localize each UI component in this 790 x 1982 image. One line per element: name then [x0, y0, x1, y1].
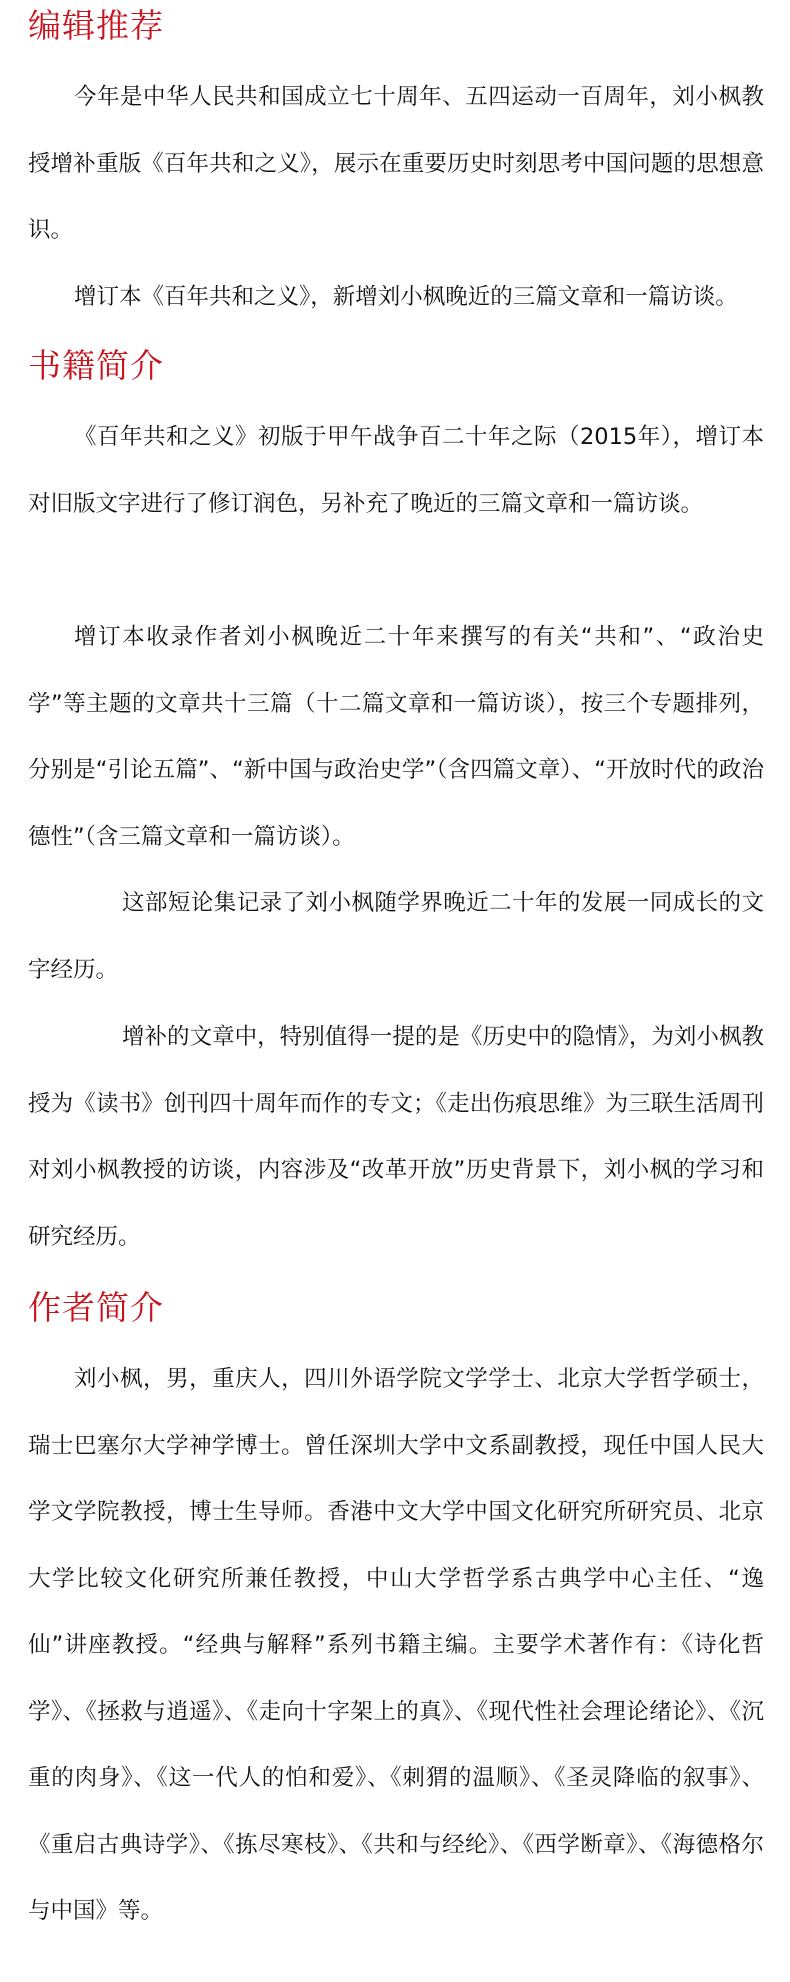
book-paragraph-3: 这部短论集记录了刘小枫随学界晚近二十年的发展一同成长的文字经历。 — [28, 890, 764, 983]
book-paragraph-4: 增补的文章中，特别值得一提的是《历史中的隐情》，为刘小枫教授为《读书》创刊四十周年而作的专文；《走出伤痕思维》为三联生活周刊对刘小枫教授的访谈，内容涉及“改革开放”历史背景下，刘小枫的学习和研究经历。 — [28, 1024, 764, 1250]
editor-paragraph-1: 今年是中华人民共和国成立七十周年、五四运动一百周年，刘小枫教授增补重版《百年共和之义》，展示在重要历史时刻思考中国问题的思想意识。 — [28, 84, 764, 243]
author-paragraph-1: 刘小枫，男，重庆人，四川外语学院文学学士、北京大学哲学硕士，瑞士巴塞尔大学神学博士。曾任深圳大学中文系副教授，现任中国人民大学文学院教授，博士生导师。香港中文大学中国文化研究所研究员、北京大学比较文化研究所兼任教授，中山大学哲学系古典学中心主任、“逸仙”讲座教授。“经典与解释”系列书籍主编。主要学术著作有：《诗化哲学》、《拯救与逍遥》、《走向十字架上的真》、《现代性社会理论绪论》、《沉重的肉身》、《这一代人的怕和爱》、《刺猬的温顺》、《圣灵降临的叙事》、《重启古典诗学》、《拣尽寒枝》、《共和与经纶》、《西学断章》、《海德格尔与中国》等。 — [28, 1366, 764, 1924]
section-heading-author-intro: 作者简介 — [28, 1288, 164, 1327]
section-heading-book-intro: 书籍简介 — [28, 346, 164, 385]
editor-paragraph-2: 增订本《百年共和之义》，新增刘小枫晚近的三篇文章和一篇访谈。 — [74, 284, 738, 310]
book-paragraph-1: 《百年共和之义》初版于甲午战争百二十年之际（2015年），增订本对旧版文字进行了修订润色，另补充了晚近的三篇文章和一篇访谈。 — [28, 424, 764, 517]
section-heading-editor-recommendation: 编辑推荐 — [28, 6, 164, 45]
book-paragraph-2: 增订本收录作者刘小枫晚近二十年来撰写的有关“共和”、“政治史学”等主题的文章共十三篇（十二篇文章和一篇访谈），按三个专题排列，分别是“引论五篇”、“新中国与政治史学”（含四篇文章）、“开放时代的政治德性”（含三篇文章和一篇访谈）。 — [28, 624, 764, 850]
